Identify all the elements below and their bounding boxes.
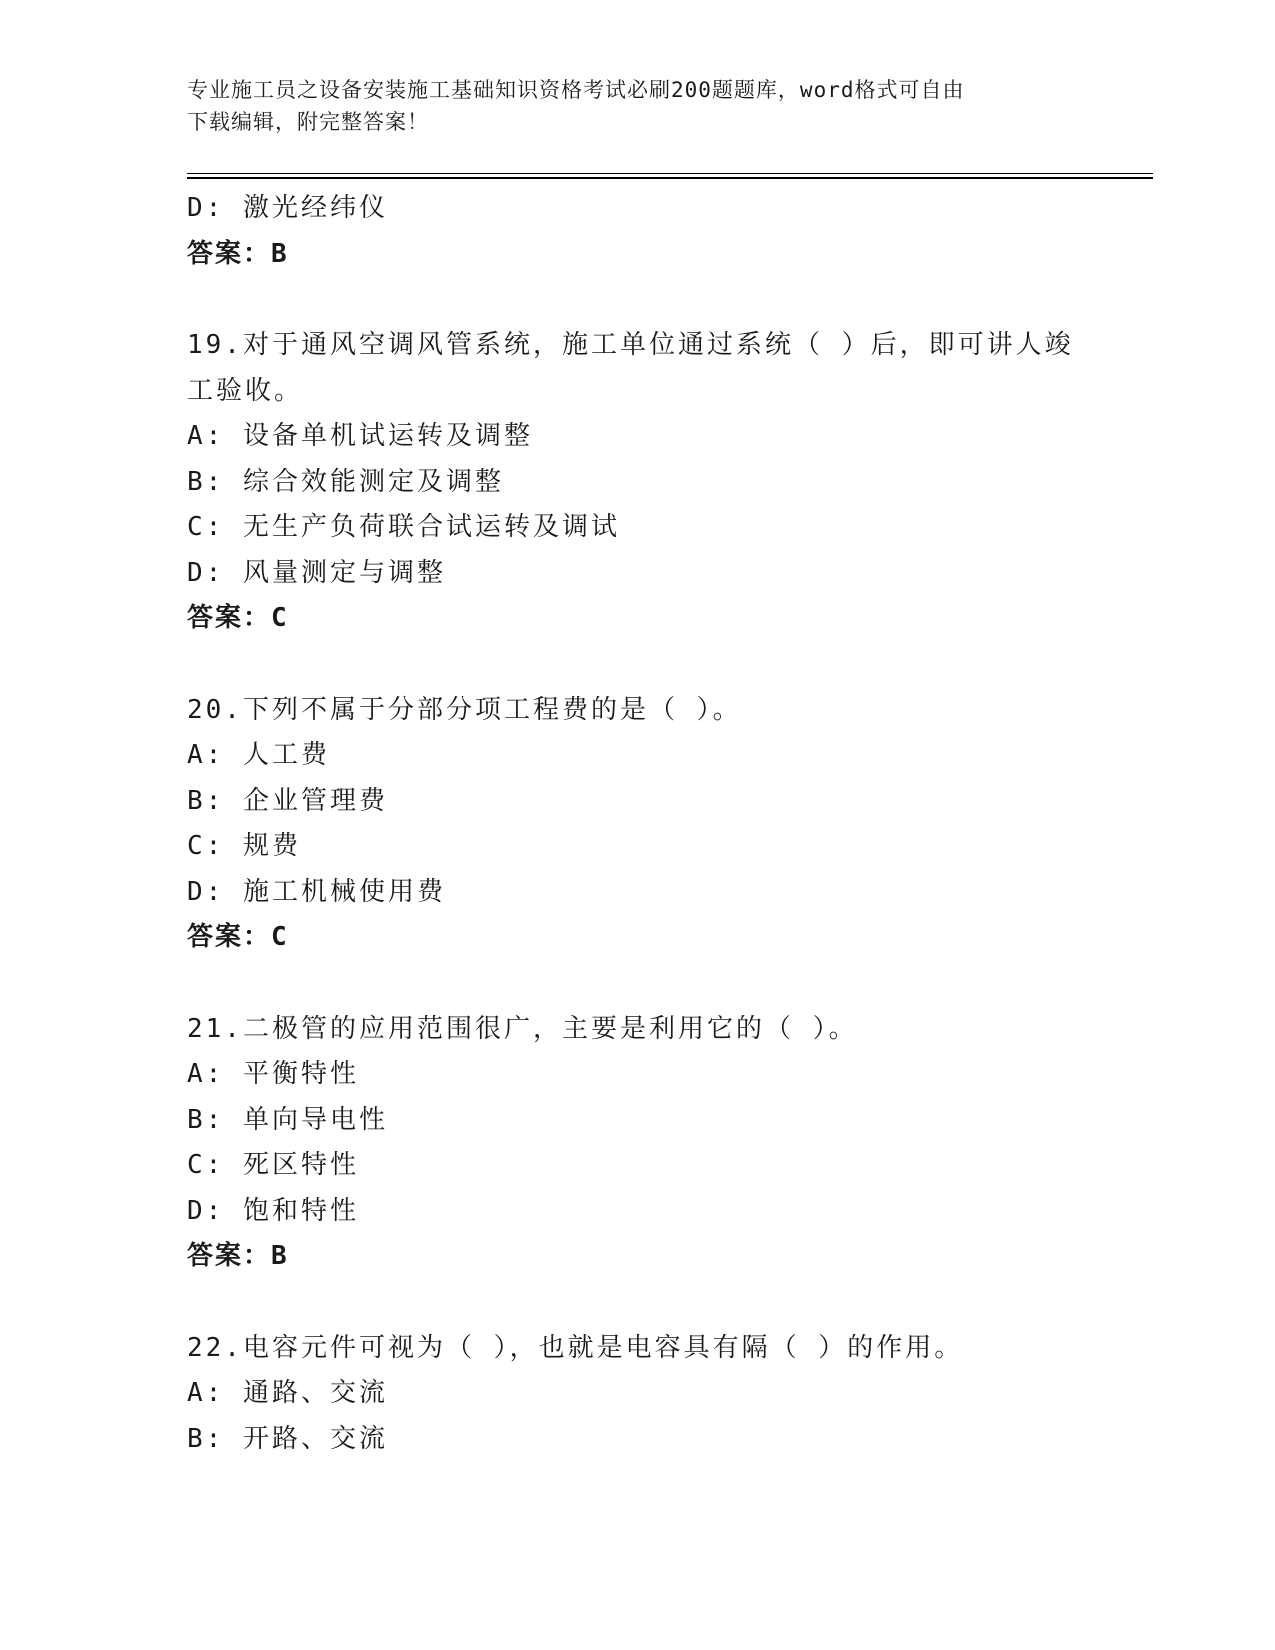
header-divider-thick — [187, 177, 1153, 179]
prev-option-d: D: 激光经纬仪 — [187, 193, 388, 223]
answer: 答案：C — [187, 603, 289, 633]
header-title-line-1: 专业施工员之设备安装施工基础知识资格考试必刷200题题库，word格式可自由 — [187, 78, 965, 102]
question-21 — [187, 1007, 1087, 1280]
option-d: D: 饱和特性 — [187, 1195, 359, 1226]
spacer — [187, 642, 1087, 688]
option-b: B: 企业管理费 — [187, 785, 388, 816]
option-a: A: 通路、交流 — [187, 1378, 388, 1408]
header-divider-thin — [187, 173, 1153, 174]
spacer — [187, 1280, 1087, 1326]
question-stem: 19.对于通风空调风管系统，施工单位通过系统（ ）后，即可讲人竣 — [187, 330, 1074, 360]
option-c: C: 死区特性 — [187, 1150, 359, 1180]
option-c: C: 无生产负荷联合试运转及调试 — [187, 512, 620, 542]
spacer — [187, 961, 1087, 1007]
option-c: C: 规费 — [187, 831, 301, 861]
option-b: B: 单向导电性 — [187, 1104, 388, 1135]
question-20 — [187, 688, 1087, 961]
option-b: B: 综合效能测定及调整 — [187, 466, 504, 497]
question-stem: 21.二极管的应用范围很广，主要是利用它的（ ）。 — [187, 1013, 858, 1044]
question-stem: 22.电容元件可视为（ ），也就是电容具有隔（ ）的作用。 — [187, 1332, 964, 1363]
question-stem: 20.下列不属于分部分项工程费的是（ ）。 — [187, 694, 742, 725]
option-a: A: 人工费 — [187, 740, 330, 770]
answer: 答案：C — [187, 922, 289, 952]
option-a: A: 设备单机试运转及调整 — [187, 421, 533, 451]
question-22 — [187, 1326, 1087, 1463]
question-19 — [187, 323, 1087, 642]
prev-answer: 答案：B — [187, 238, 289, 269]
header-title-line-2: 下载编辑，附完整答案！ — [187, 110, 429, 134]
option-a: A: 平衡特性 — [187, 1059, 359, 1089]
answer: 答案：B — [187, 1241, 289, 1271]
option-d: D: 风量测定与调整 — [187, 557, 446, 588]
spacer — [187, 277, 1087, 323]
option-b: B: 开路、交流 — [187, 1423, 388, 1454]
question-stem-continued: 工验收。 — [187, 375, 304, 406]
option-d: D: 施工机械使用费 — [187, 876, 446, 907]
page-header — [187, 74, 1067, 138]
question-content — [187, 186, 1087, 1462]
